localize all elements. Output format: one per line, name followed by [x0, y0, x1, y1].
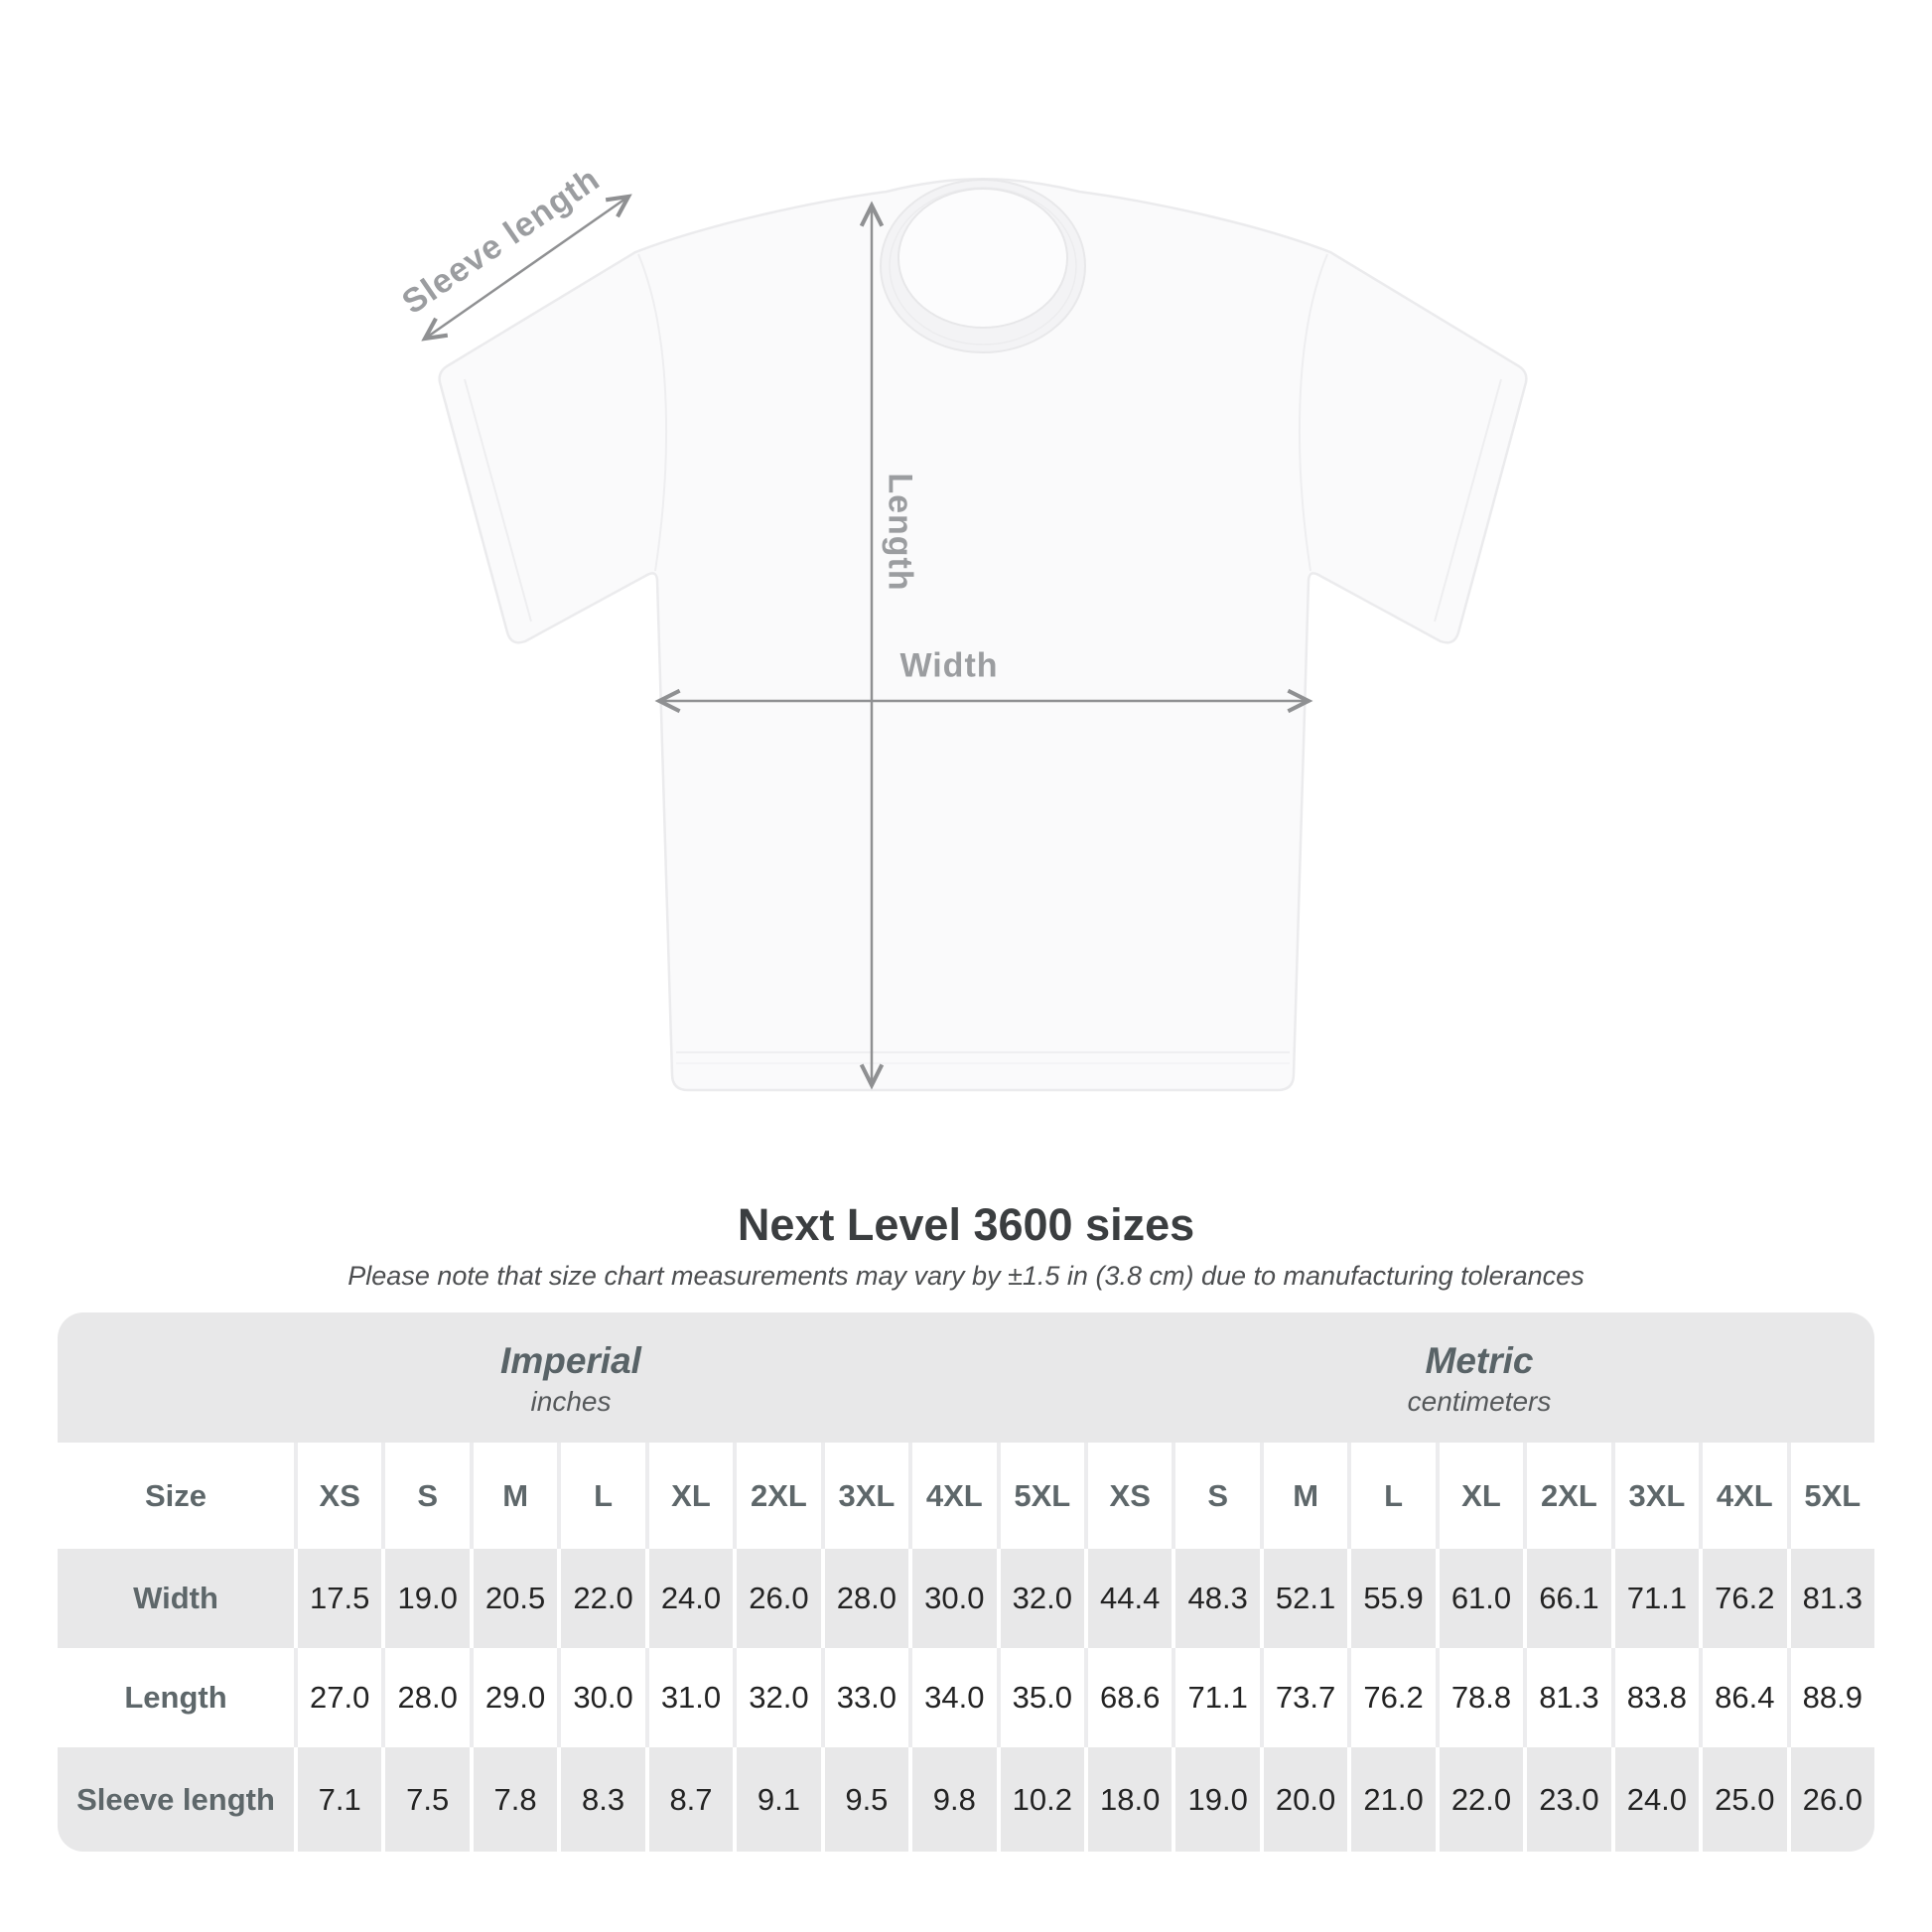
size-header-metric: M — [1260, 1443, 1347, 1549]
measurement-value-metric: 76.2 — [1699, 1549, 1786, 1648]
measurement-value-imperial: 8.3 — [557, 1747, 644, 1852]
measurement-value-metric: 61.0 — [1436, 1549, 1523, 1648]
measurement-value-metric: 66.1 — [1523, 1549, 1610, 1648]
imperial-unit: inches — [530, 1386, 612, 1418]
measurement-value-imperial: 17.5 — [294, 1549, 381, 1648]
measurement-value-imperial: 9.1 — [733, 1747, 820, 1852]
measurement-value-metric: 76.2 — [1347, 1648, 1435, 1747]
metric-unit: centimeters — [1407, 1386, 1552, 1418]
size-chart-table — [58, 1312, 1874, 1852]
size-header-imperial: 2XL — [733, 1443, 820, 1549]
measurement-value-imperial: 24.0 — [645, 1549, 733, 1648]
measurement-value-metric: 81.3 — [1523, 1648, 1610, 1747]
metric-header — [1084, 1312, 1874, 1443]
measurement-value-metric: 68.6 — [1084, 1648, 1172, 1747]
measurement-value-imperial: 26.0 — [733, 1549, 820, 1648]
size-header-imperial: 3XL — [821, 1443, 908, 1549]
measurement-value-imperial: 31.0 — [645, 1648, 733, 1747]
measurement-value-metric: 26.0 — [1787, 1747, 1874, 1852]
size-column-header: Size — [58, 1443, 294, 1549]
size-header-metric: XL — [1436, 1443, 1523, 1549]
row-label: Sleeve length — [58, 1747, 294, 1852]
row-label: Width — [58, 1549, 294, 1648]
size-header-imperial: XS — [294, 1443, 381, 1549]
size-header-imperial: 4XL — [908, 1443, 996, 1549]
tshirt-collar — [881, 180, 1085, 352]
tshirt-body-shape — [440, 179, 1527, 1090]
measurement-value-imperial: 7.1 — [294, 1747, 381, 1852]
size-header-imperial: L — [557, 1443, 644, 1549]
measurement-value-imperial: 30.0 — [557, 1648, 644, 1747]
size-header-metric: 3XL — [1611, 1443, 1699, 1549]
measurement-value-imperial: 28.0 — [381, 1648, 469, 1747]
measurement-value-metric: 18.0 — [1084, 1747, 1172, 1852]
measurement-value-metric: 21.0 — [1347, 1747, 1435, 1852]
metric-title: Metric — [1425, 1340, 1534, 1382]
measurement-value-imperial: 35.0 — [997, 1648, 1084, 1747]
measurement-value-metric: 71.1 — [1172, 1648, 1259, 1747]
size-header-metric: 4XL — [1699, 1443, 1786, 1549]
measurement-value-metric: 52.1 — [1260, 1549, 1347, 1648]
measurement-value-imperial: 29.0 — [470, 1648, 557, 1747]
measurement-value-imperial: 7.5 — [381, 1747, 469, 1852]
size-header-imperial: XL — [645, 1443, 733, 1549]
measurement-value-metric: 44.4 — [1084, 1549, 1172, 1648]
measurement-value-imperial: 32.0 — [733, 1648, 820, 1747]
measurement-value-imperial: 33.0 — [821, 1648, 908, 1747]
measurement-value-imperial: 9.8 — [908, 1747, 996, 1852]
measurement-value-imperial: 22.0 — [557, 1549, 644, 1648]
size-header-metric: 5XL — [1787, 1443, 1874, 1549]
measurement-value-imperial: 27.0 — [294, 1648, 381, 1747]
length-label: Length — [881, 473, 919, 592]
measurement-value-metric: 25.0 — [1699, 1747, 1786, 1852]
measurement-value-imperial: 9.5 — [821, 1747, 908, 1852]
sleeve-length-label: Sleeve length — [395, 160, 608, 323]
measurement-value-imperial: 28.0 — [821, 1549, 908, 1648]
size-grid — [58, 1443, 1874, 1852]
measurement-value-metric: 23.0 — [1523, 1747, 1610, 1852]
measurement-value-metric: 24.0 — [1611, 1747, 1699, 1852]
measurement-value-imperial: 20.5 — [470, 1549, 557, 1648]
measurement-value-metric: 71.1 — [1611, 1549, 1699, 1648]
size-header-metric: S — [1172, 1443, 1259, 1549]
row-label: Length — [58, 1648, 294, 1747]
measurement-value-metric: 88.9 — [1787, 1648, 1874, 1747]
width-label: Width — [899, 646, 999, 685]
size-header-metric: 2XL — [1523, 1443, 1610, 1549]
size-header-metric: L — [1347, 1443, 1435, 1549]
tolerance-note: Please note that size chart measurements may vary by ±1.5 in (3.8 cm) due to manufacturing tolerances — [347, 1261, 1585, 1291]
measurement-value-metric: 22.0 — [1436, 1747, 1523, 1852]
measurement-value-metric: 19.0 — [1172, 1747, 1259, 1852]
size-header-imperial: S — [381, 1443, 469, 1549]
measurement-value-metric: 81.3 — [1787, 1549, 1874, 1648]
measurement-value-imperial: 34.0 — [908, 1648, 996, 1747]
measurement-value-imperial: 10.2 — [997, 1747, 1084, 1852]
measurement-value-metric: 55.9 — [1347, 1549, 1435, 1648]
size-header-metric: XS — [1084, 1443, 1172, 1549]
size-header-imperial: M — [470, 1443, 557, 1549]
size-header-imperial: 5XL — [997, 1443, 1084, 1549]
measurement-value-imperial: 8.7 — [645, 1747, 733, 1852]
measurement-value-metric: 48.3 — [1172, 1549, 1259, 1648]
page-title: Next Level 3600 sizes — [737, 1199, 1195, 1250]
measurement-value-metric: 78.8 — [1436, 1648, 1523, 1747]
measurement-value-metric: 86.4 — [1699, 1648, 1786, 1747]
measurement-value-imperial: 32.0 — [997, 1549, 1084, 1648]
measurement-value-imperial: 30.0 — [908, 1549, 996, 1648]
imperial-header — [58, 1312, 1084, 1443]
imperial-title: Imperial — [500, 1340, 641, 1382]
measurement-value-imperial: 19.0 — [381, 1549, 469, 1648]
measurement-value-metric: 73.7 — [1260, 1648, 1347, 1747]
measurement-value-metric: 83.8 — [1611, 1648, 1699, 1747]
measurement-value-imperial: 7.8 — [470, 1747, 557, 1852]
measurement-value-metric: 20.0 — [1260, 1747, 1347, 1852]
unit-header-band — [58, 1312, 1874, 1443]
